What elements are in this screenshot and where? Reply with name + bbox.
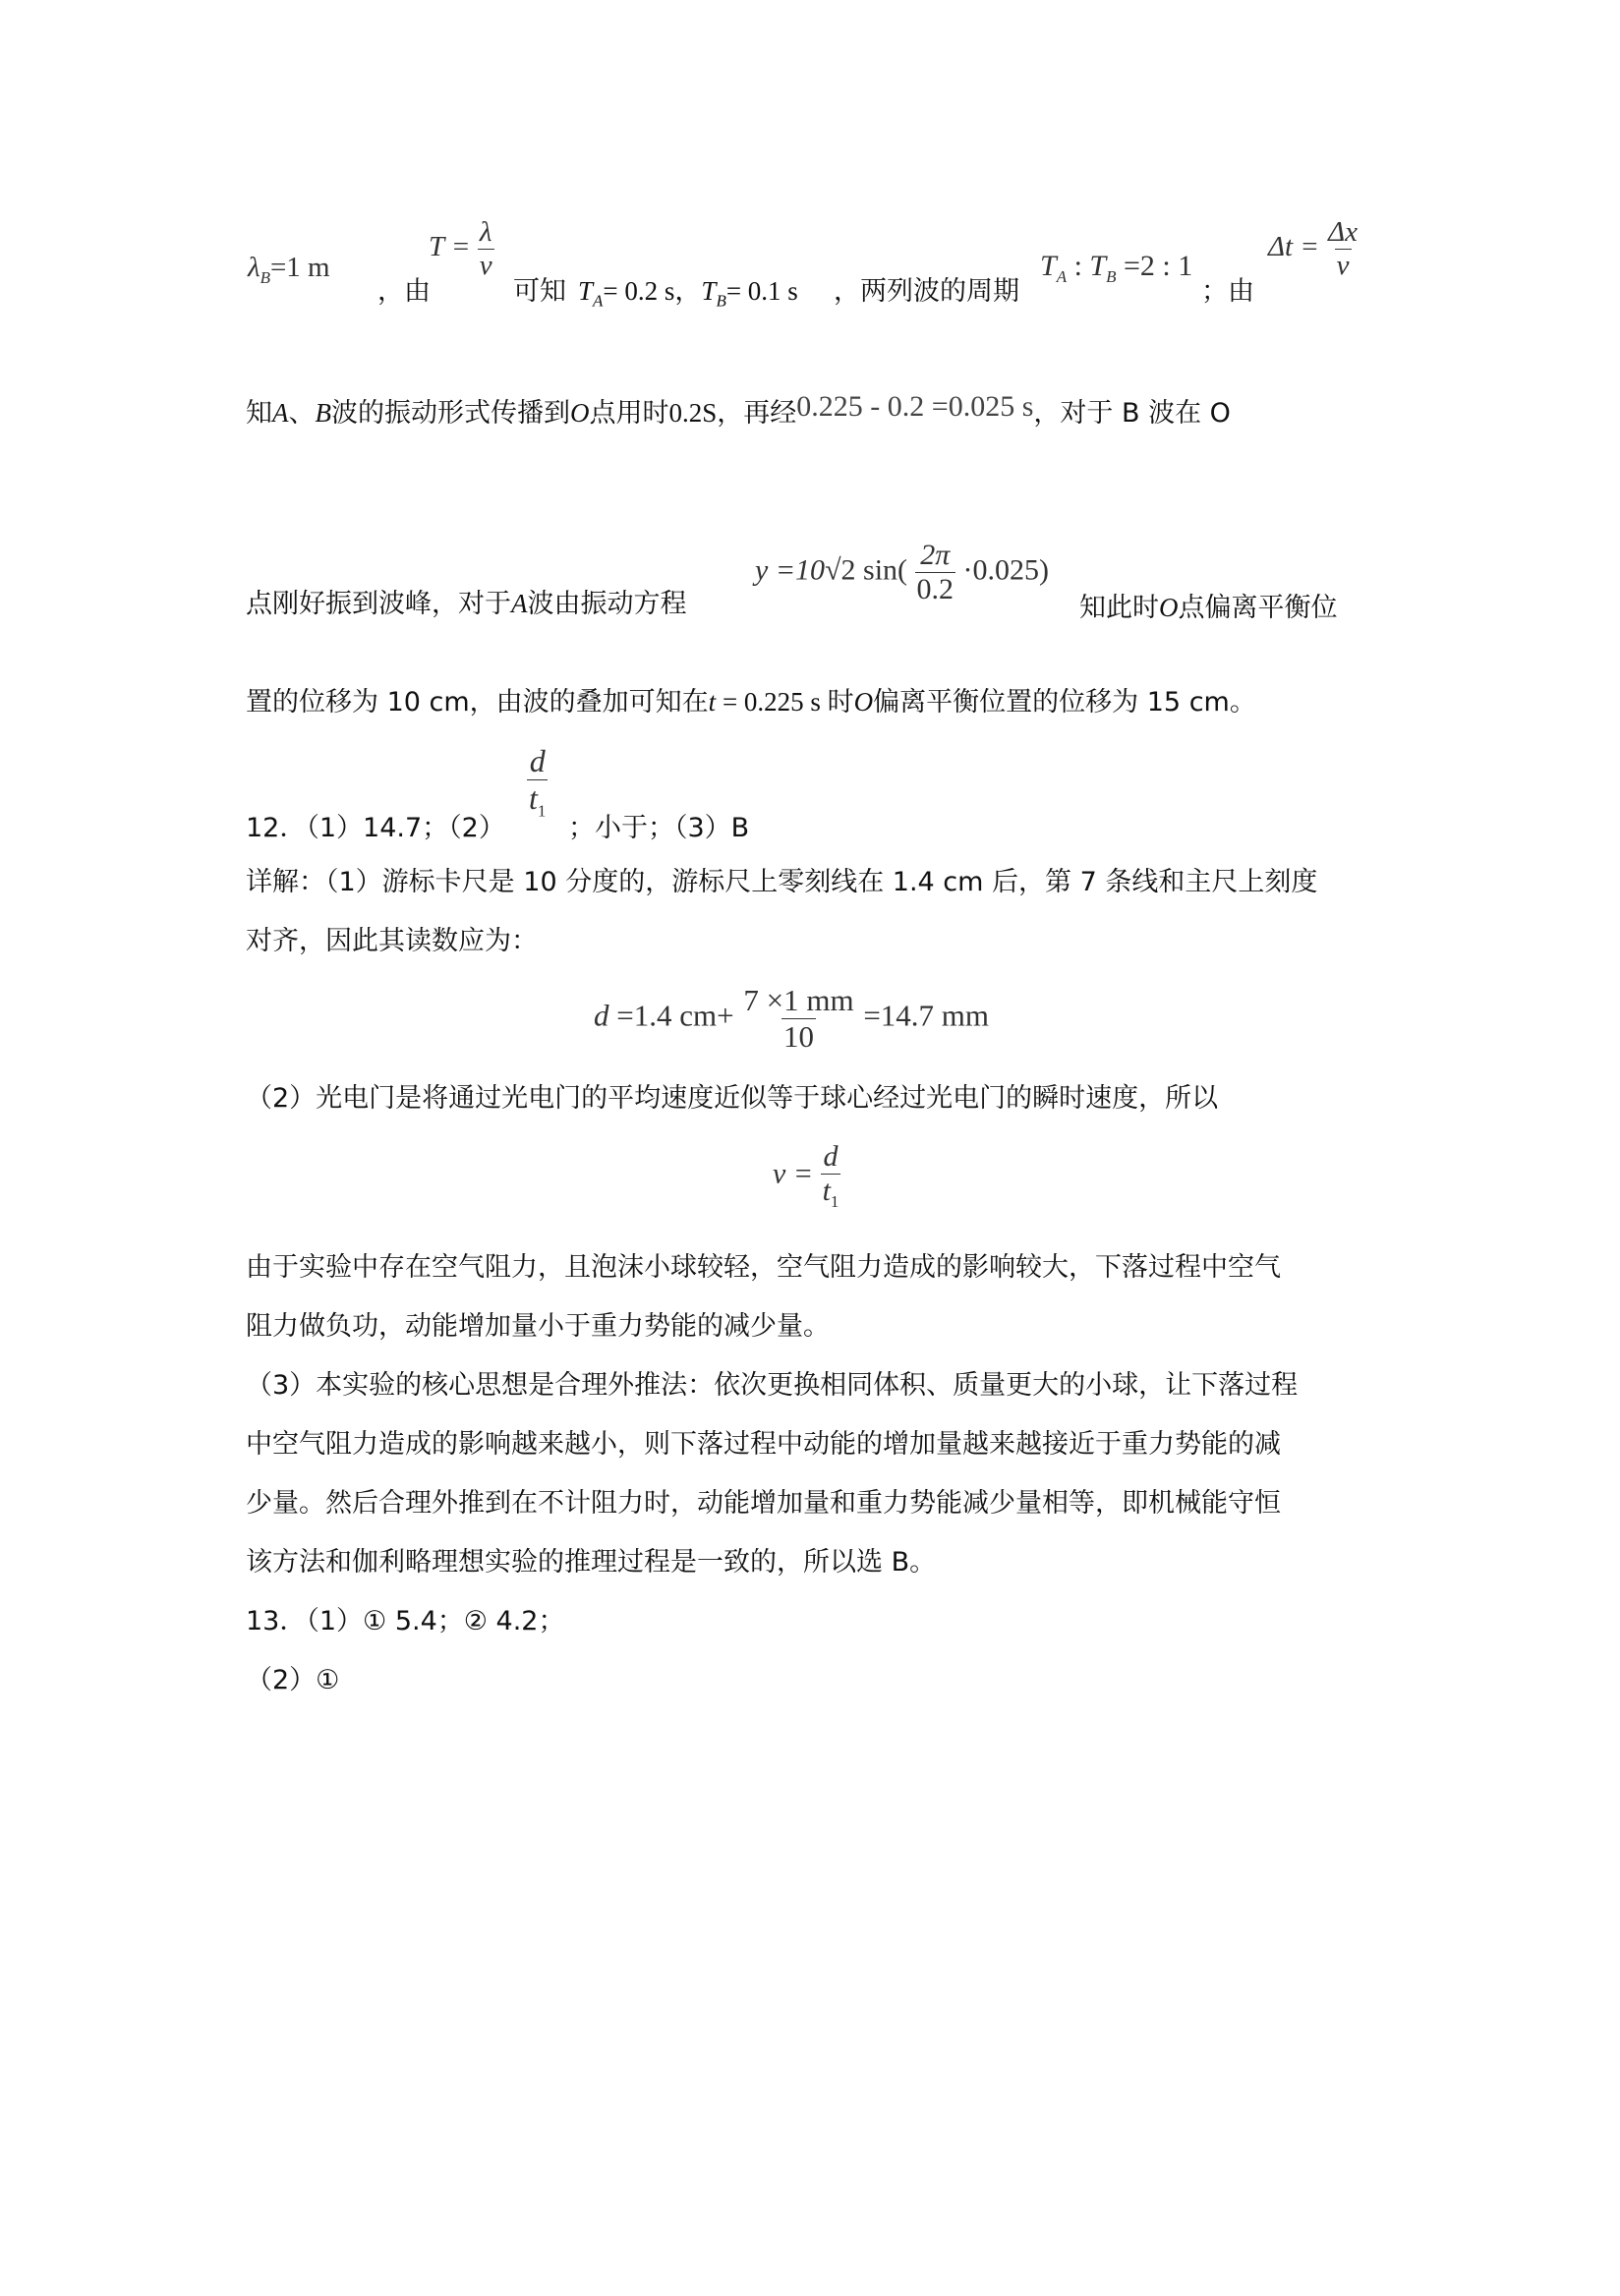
d-rhs: =14.7 mm xyxy=(855,998,990,1033)
text-l2-a: 知 xyxy=(246,398,272,429)
formula-velocity xyxy=(773,1140,840,1212)
ratio-b-sub: B xyxy=(1106,267,1117,286)
eq-sin: sin( xyxy=(855,553,908,587)
text-line4 xyxy=(246,684,1376,720)
question-12-tail: ；小于；（3）B xyxy=(568,813,750,843)
delta-time-formula: 0.225 - 0.2 =0.025 s xyxy=(796,390,1034,423)
d-denominator: 10 xyxy=(782,1019,814,1054)
formula-period xyxy=(429,216,494,282)
text-line1-c: ，两列波的周期 xyxy=(834,276,1019,307)
ratio-a-sub: A xyxy=(1056,267,1068,286)
v-denominator: t xyxy=(822,1175,831,1207)
ta-symbol: T xyxy=(578,276,594,306)
paragraph-line-4: 阻力做负功，动能增加量小于重力势能的减少量。 xyxy=(246,1311,830,1342)
eq-lhs: y =10 xyxy=(755,553,826,587)
t-value: = 0.225 s xyxy=(716,687,828,717)
text-l3-d: 点偏离平衡位 xyxy=(1178,593,1338,623)
q12-fraction xyxy=(527,743,548,821)
text-l4-c: 偏离平衡位置的位移为 15 cm。 xyxy=(873,687,1256,718)
ta-value: = 0.2 s xyxy=(603,276,675,306)
lambda-symbol: λ xyxy=(248,252,260,283)
detail-line2: 对齐，因此其读数应为： xyxy=(246,926,538,956)
var-b: B xyxy=(315,398,331,428)
delta-t-numerator: Δx xyxy=(1328,216,1359,248)
formula-delta-t xyxy=(1268,216,1360,282)
delta-t-denominator: v xyxy=(1336,250,1350,281)
question-12: 12．（1）14.7；（2） xyxy=(246,813,505,843)
paragraph-line-8: 该方法和伽利略理想实验的推理过程是一致的，所以选 B。 xyxy=(246,1547,937,1578)
d-fraction xyxy=(741,983,855,1055)
d-numerator: 7 ×1 mm xyxy=(743,983,854,1017)
formula-period-ratio xyxy=(1040,250,1192,287)
period-fraction xyxy=(478,216,494,282)
period-denominator: v xyxy=(479,250,492,281)
var-a: A xyxy=(272,398,289,428)
text-l2-d: 点用时 xyxy=(589,398,669,429)
text-l3-a: 点刚好振到波峰，对于 xyxy=(246,589,511,619)
v-numerator: d xyxy=(823,1140,839,1173)
formula-vernier-reading xyxy=(594,983,989,1055)
eq-tail: ·0.025) xyxy=(955,553,1050,587)
formula-ta xyxy=(578,269,798,311)
tb-subscript: B xyxy=(716,291,726,311)
delta-t-lhs: Δt = xyxy=(1268,231,1319,263)
ta-subscript: A xyxy=(593,291,604,311)
question-13: 13．（1）① 5.4；② 4.2； xyxy=(246,1606,565,1636)
formula-vibration-equation xyxy=(755,539,1049,606)
ratio-value: =2 : 1 xyxy=(1116,250,1193,282)
v-fraction xyxy=(821,1140,841,1212)
period-numerator: λ xyxy=(479,216,492,248)
text-l2-e: ，再经 xyxy=(717,398,797,429)
ratio-ta: T xyxy=(1040,250,1057,282)
d-lhs: d xyxy=(594,998,609,1033)
text-l2-c: 波的振动形式传播到 xyxy=(331,398,570,429)
time-value: 0.2S xyxy=(668,398,718,428)
text-l2-b: 、 xyxy=(288,398,316,429)
formula-lambda-b xyxy=(248,252,330,288)
text-line3-tail xyxy=(1079,586,1338,624)
var-a-2: A xyxy=(511,589,528,618)
var-t: t xyxy=(708,687,717,717)
text-l4-b: 时 xyxy=(827,687,854,718)
eq-denominator: 0.2 xyxy=(916,573,955,605)
text-line1-b: 可知 xyxy=(513,276,566,307)
tb-value: = 0.1 s xyxy=(725,276,798,306)
paragraph-line-5: （3）本实验的核心思想是合理外推法：依次更换相同体积、质量更大的小球，让下落过程 xyxy=(246,1370,1299,1401)
paragraph-line-3: 由于实验中存在空气阻力，且泡沫小球较轻，空气阻力造成的影响较大，下落过程中空气 xyxy=(246,1252,1281,1283)
text-l3-b: 波由振动方程 xyxy=(527,589,687,619)
text-line1-a: ，由 xyxy=(377,276,431,307)
v-den-subscript: 1 xyxy=(830,1192,839,1211)
text-line1-d: ；由 xyxy=(1201,276,1254,307)
q12-denominator: t xyxy=(529,780,538,816)
eq-sqrt: √2 xyxy=(825,553,856,587)
var-o-3: O xyxy=(853,687,874,717)
period-lhs: T = xyxy=(429,231,471,263)
formula-q12-fraction xyxy=(527,743,548,821)
ratio-tb: T xyxy=(1089,250,1107,282)
detail-line1: 详解：（1）游标卡尺是 10 分度的，游标尺上零刻线在 1.4 cm 后，第 7 条线和主尺上刻度 xyxy=(246,867,1318,897)
eq-fraction xyxy=(915,539,956,606)
lambda-subscript: B xyxy=(260,267,270,287)
text-line2 xyxy=(246,390,1376,431)
separator: ， xyxy=(674,276,702,306)
q12-den-subscript: 1 xyxy=(537,801,547,821)
q12-numerator: d xyxy=(529,743,546,778)
var-o: O xyxy=(570,398,590,428)
text-l2-f: ，对于 B 波在 O xyxy=(1033,398,1231,429)
v-lhs: v = xyxy=(773,1157,814,1190)
d-mid: =1.4 cm+ xyxy=(608,998,734,1033)
question-13-part2: （2）① xyxy=(246,1665,340,1695)
lambda-value: =1 m xyxy=(269,252,330,283)
var-o-2: O xyxy=(1159,593,1179,622)
tb-symbol: T xyxy=(701,276,717,306)
paragraph-line-6: 中空气阻力造成的影响越来越小，则下落过程中动能的增加量越来越接近于重力势能的减 xyxy=(246,1429,1281,1460)
text-l3-c: 知此时 xyxy=(1079,593,1159,623)
text-l4-a: 置的位移为 10 cm，由波的叠加可知在 xyxy=(246,687,709,718)
ratio-colon: : xyxy=(1067,250,1090,282)
eq-numerator: 2π xyxy=(920,539,951,571)
paragraph-line-7: 少量。然后合理外推到在不计阻力时，动能增加量和重力势能减少量相等，即机械能守恒 xyxy=(246,1488,1281,1519)
delta-t-fraction xyxy=(1326,216,1360,282)
part2-text: （2）光电门是将通过光电门的平均速度近似等于球心经过光电门的瞬时速度，所以 xyxy=(246,1083,1219,1114)
